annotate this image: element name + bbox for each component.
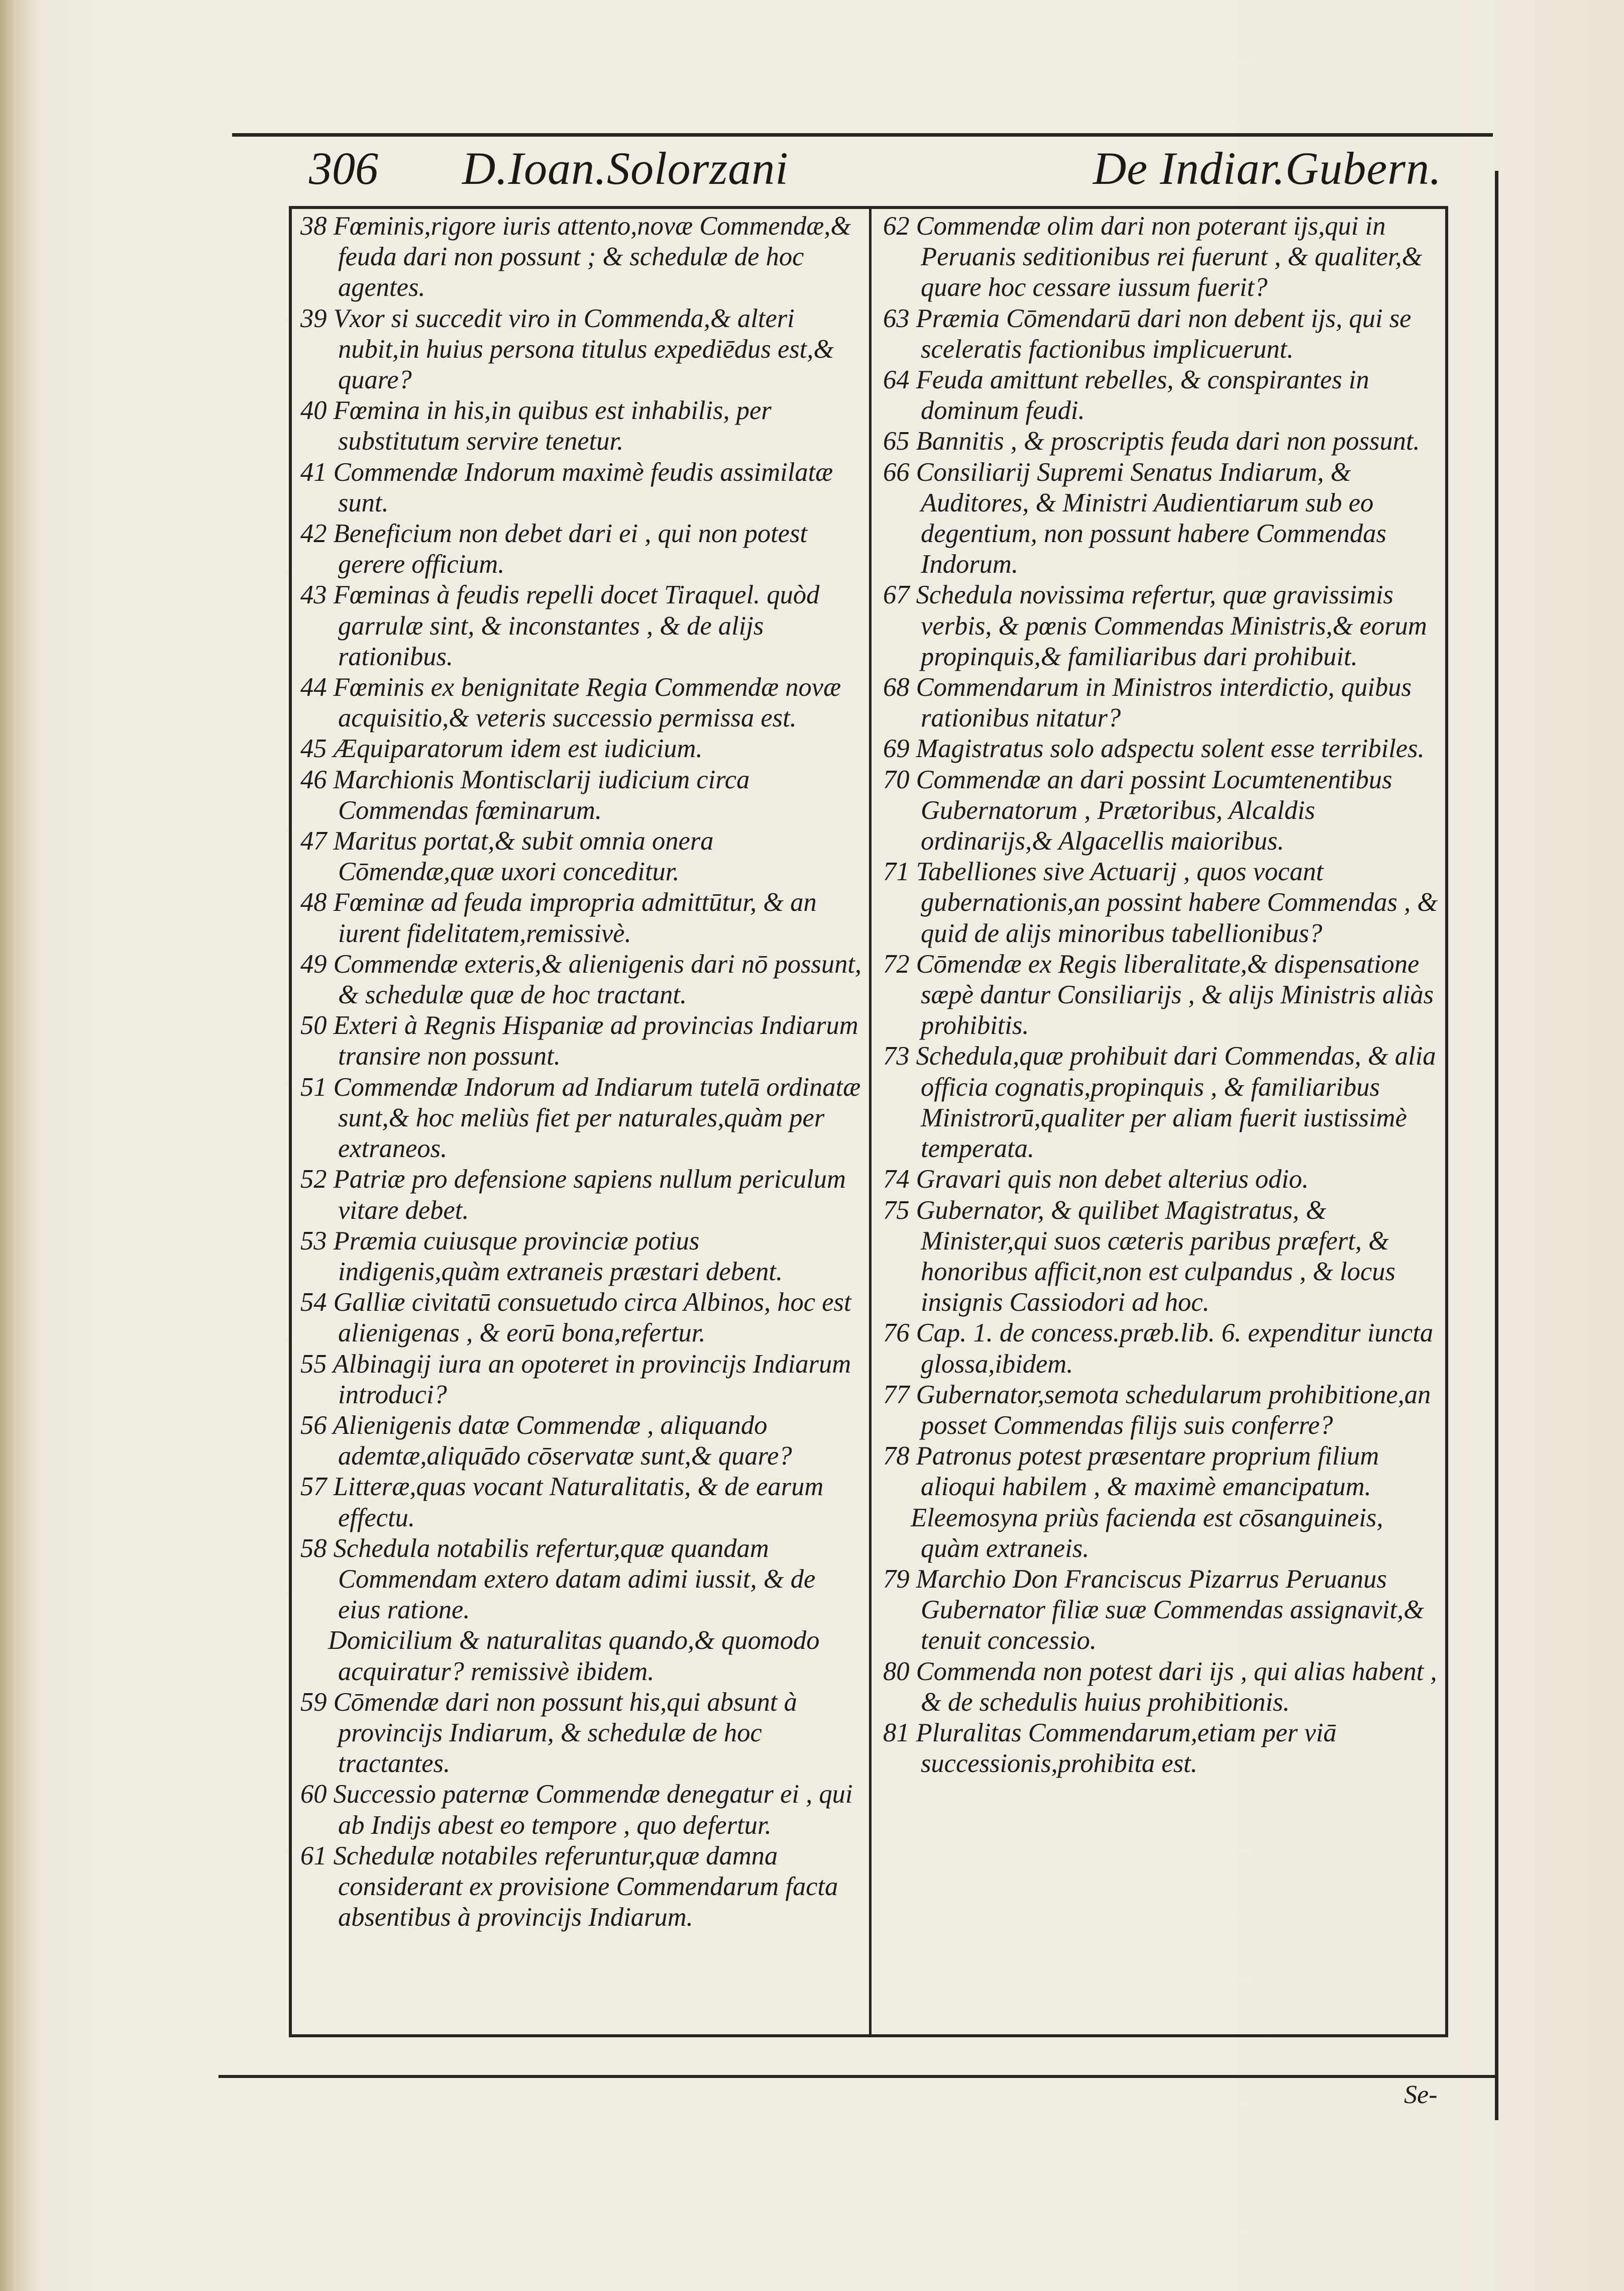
index-entry: 56 Alienigenis datæ Commendæ , aliquando ademtæ,aliquādo cōservatæ sunt,& quare? <box>300 1410 792 1471</box>
index-entry: 73 Schedula,quæ prohibuit dari Commendas, & alia officia cognatis,propinquis , & familiaribus Ministrorū,qualiter per aliam fuerit iustissimè temperata. <box>883 1042 1436 1164</box>
index-entry: 57 Litteræ,quas vocant Naturalitatis, & de earum effectu. <box>300 1472 824 1532</box>
index-entry: 79 Marchio Don Franciscus Pizarrus Peruanus Gubernator filiæ suæ Commendas assignavit,& tenuit concessio. <box>883 1564 1424 1655</box>
index-entry: 60 Successio paternæ Commendæ denegatur ei , qui ab Indijs abest eo tempore , quo defertur. <box>300 1780 853 1840</box>
index-entry: 54 Galliæ civitatū consuetudo circa Albinos, hoc est alienigenas , & eorū bona,refertur. <box>300 1288 851 1348</box>
page-number: 306 <box>309 143 378 194</box>
index-entry: 76 Cap. 1. de concess.præb.lib. 6. expenditur iuncta glossa,ibidem. <box>883 1318 1434 1379</box>
column-divider <box>869 206 872 2037</box>
catchword: Se- <box>1404 2080 1438 2109</box>
left-column <box>300 211 863 1933</box>
index-entry: 49 Commendæ exteris,& alienigenis dari nō possunt, & schedulæ quæ de hoc tractant. <box>300 949 862 1010</box>
index-entry: 39 Vxor si succedit viro in Commenda,& alteri nubit,in huius persona titulus expediēdus est,& quare? <box>300 303 834 395</box>
index-entry: 40 Fœmina in his,in quibus est inhabilis, per substitutum servire tenetur. <box>300 396 772 456</box>
index-entry: 38 Fœminis,rigore iuris attento,novæ Commendæ,& feuda dari non possunt ; & schedulæ de hoc agentes. <box>300 212 851 302</box>
index-entry: 65 Bannitis , & proscriptis feuda dari non possunt. <box>883 427 1420 456</box>
right-frame-rule <box>1495 171 1498 2120</box>
index-entry: 69 Magistratus solo adspectu solent esse terribiles. <box>883 734 1425 764</box>
index-entry: 58 Schedula notabilis refertur,quæ quandam Commendam extero datam adimi iussit, & de eius ratione. <box>300 1533 816 1625</box>
index-entry: 77 Gubernator,semota schedularum prohibitione,an posset Commendas filijs suis conferre? <box>883 1380 1431 1440</box>
index-entry: 42 Beneficium non debet dari ei , qui non potest gerere officium. <box>300 519 807 579</box>
bottom-frame-rule <box>219 2075 1497 2078</box>
index-entry: 74 Gravari quis non debet alterius odio. <box>883 1165 1309 1194</box>
index-entry: 75 Gubernator, & quilibet Magistratus, & Minister,qui suos cæteris paribus præfert, & honoribus afficit,non est culpandus , & locus insignis Cassiodori ad hoc. <box>883 1195 1395 1317</box>
running-head-author: D.Ioan.Solorzani <box>462 143 789 194</box>
index-entry: 47 Maritus portat,& subit omnia onera Cōmendæ,quæ uxori conceditur. <box>300 826 714 887</box>
index-entry: 45 Æquiparatorum idem est iudicium. <box>300 734 703 764</box>
index-entry: 55 Albinagij iura an opoteret in provincijs Indiarum introduci? <box>300 1349 851 1409</box>
index-entry: 70 Commendæ an dari possint Locumtenentibus Gubernatorum , Prætoribus, Alcaldis ordinarijs,& Algacellis maioribus. <box>883 765 1392 856</box>
index-entry: 68 Commendarum in Ministros interdictio, quibus rationibus nitatur? <box>883 673 1412 733</box>
index-entry: 80 Commenda non potest dari ijs , qui alias habent , & de schedulis huius prohibitionis. <box>883 1656 1437 1717</box>
top-frame-rule <box>232 133 1493 137</box>
index-entry: 66 Consiliarij Supremi Senatus Indiarum, & Auditores, & Ministri Audientiarum sub eo degentium, non possunt habere Commendas Indorum. <box>883 457 1386 579</box>
page-header <box>296 141 1442 201</box>
index-entry: 48 Fœminæ ad feuda impropria admittūtur, & an iurent fidelitatem,remissivè. <box>300 888 817 948</box>
index-entry: 46 Marchionis Montisclarij iudicium circa Commendas fœminarum. <box>300 765 750 825</box>
index-entry: 52 Patriæ pro defensione sapiens nullum periculum vitare debet. <box>300 1165 846 1225</box>
index-subentry: Eleemosyna priùs facienda est cōsanguineis, quàm extraneis. <box>911 1503 1383 1563</box>
index-entry: 53 Præmia cuiusque provinciæ potius indigenis,quàm extraneis præstari debent. <box>300 1226 783 1286</box>
index-entry: 63 Præmia Cōmendarū dari non debent ijs, qui se sceleratis factionibus implicuerunt. <box>883 303 1412 364</box>
index-entry: 61 Schedulæ notabiles referuntur,quæ damna considerant ex provisione Commendarum facta absentibus à provincijs Indiarum. <box>300 1841 838 1932</box>
running-head-title: De Indiar.Gubern. <box>1093 143 1442 194</box>
index-entry: 64 Feuda amittunt rebelles, & conspirantes in dominum feudi. <box>883 365 1369 426</box>
index-entry: 81 Pluralitas Commendarum,etiam per viā successionis,prohibita est. <box>883 1718 1337 1779</box>
index-entry: 71 Tabelliones sive Actuarij , quos vocant gubernationis,an possint habere Commendas , & quid de alijs minoribus tabellionibus? <box>883 857 1438 948</box>
index-entry: 41 Commendæ Indorum maximè feudis assimilatæ sunt. <box>300 457 833 517</box>
index-subentry: Domicilium & naturalitas quando,& quomodo acquiratur? remissivè ibidem. <box>328 1626 820 1686</box>
right-column <box>883 211 1447 1779</box>
index-entry: 43 Fœminas à feudis repelli docet Tiraquel. quòd garrulæ sint, & inconstantes , & de alijs rationibus. <box>300 580 820 671</box>
index-entry: 44 Fœminis ex benignitate Regia Commendæ novæ acquisitio,& veteris successio permissa est. <box>300 673 841 733</box>
index-entry: 72 Cōmendæ ex Regis liberalitate,& dispensatione sæpè dantur Consiliarijs , & alijs Ministris aliàs prohibitis. <box>883 949 1434 1040</box>
index-entry: 59 Cōmendæ dari non possunt his,qui absunt à provincijs Indiarum, & schedulæ de hoc tractantes. <box>300 1687 797 1779</box>
index-entry: 50 Exteri à Regnis Hispaniæ ad provincias Indiarum transire non possunt. <box>300 1011 858 1071</box>
index-entry: 51 Commendæ Indorum ad Indiarum tutelā ordinatæ sunt,& hoc meliùs fiet per naturales,quàm per extraneos. <box>300 1072 861 1164</box>
index-entry: 67 Schedula novissima refertur, quæ gravissimis verbis, & pœnis Commendas Ministris,& eorum propinquis,& familiaribus dari prohibuit. <box>883 580 1427 671</box>
index-entry: 62 Commendæ olim dari non poterant ijs,qui in Peruanis seditionibus rei fuerunt , & qualiter,& quare hoc cessare iussum fuerit? <box>883 212 1423 302</box>
index-entry: 78 Patronus potest præsentare proprium filium alioqui habilem , & maximè emancipatum. <box>883 1441 1379 1502</box>
